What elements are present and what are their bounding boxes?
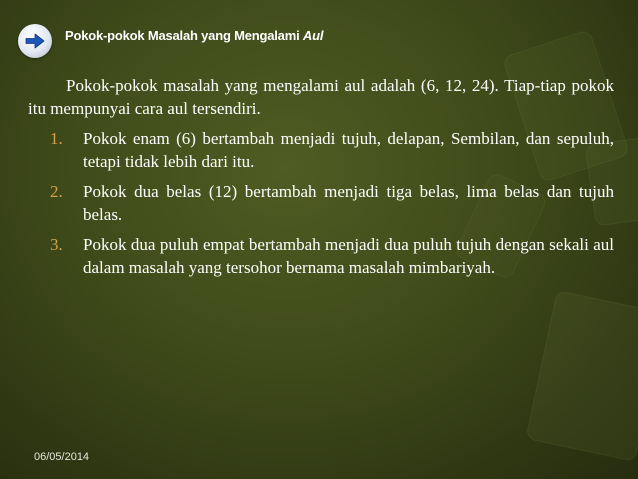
slide-date: 06/05/2014: [34, 451, 90, 463]
intro-paragraph: Pokok-pokok masalah yang mengalami aul adalah (6, 12, 24). Tiap-tiap pokok itu mempunyai cara aul tersendiri.: [28, 76, 614, 118]
list-item-text: Pokok dua puluh empat bertambah menjadi dua puluh tujuh dengan sekali aul dalam masalah yang tersohor bernama masalah mimbariyah.: [83, 235, 614, 277]
list-item: [28, 127, 614, 173]
list-item-text: Pokok dua belas (12) bertambah menjadi tiga belas, lima belas dan tujuh belas.: [83, 182, 614, 224]
slide-title-italic: Aul: [302, 28, 324, 43]
list-item: [28, 180, 614, 226]
slide-body: [28, 74, 614, 286]
numbered-list: [28, 127, 614, 279]
next-slide-button[interactable]: [18, 24, 52, 58]
list-number: 1.: [50, 129, 63, 148]
list-item-text: Pokok enam (6) bertambah menjadi tujuh, delapan, Sembilan, dan sepuluh, tetapi tidak lebih dari itu.: [83, 129, 614, 171]
list-item: [28, 233, 614, 279]
decorative-shape: [525, 290, 638, 462]
list-number: 2.: [50, 182, 63, 201]
slide-title: [65, 28, 323, 43]
list-number: 3.: [50, 235, 63, 254]
arrow-right-icon: [23, 29, 47, 53]
slide-title-text: Pokok-pokok Masalah yang Mengalami: [65, 28, 303, 43]
